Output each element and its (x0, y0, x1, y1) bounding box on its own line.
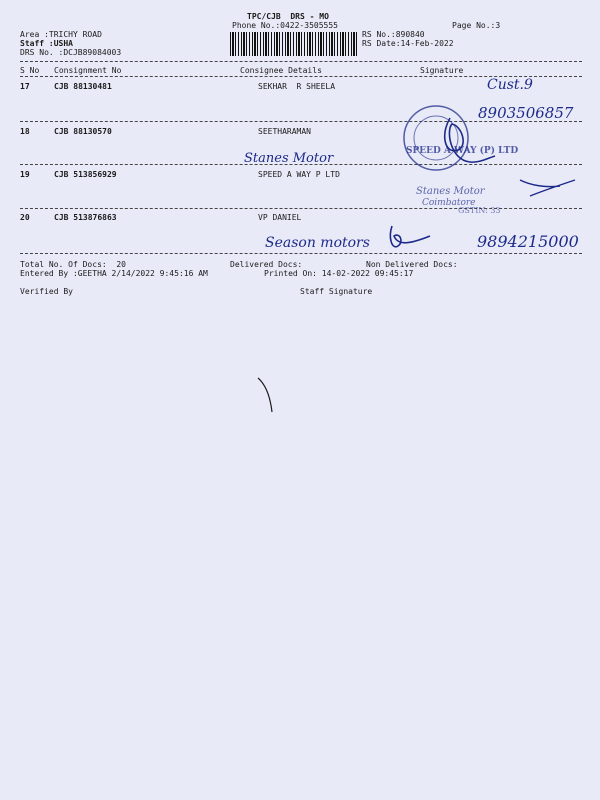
rs-number: RS No.:890840 (362, 30, 425, 39)
handwritten-note: Stanes Motor (244, 151, 334, 166)
column-header-consignment: Consignment No (54, 66, 122, 75)
drs-number: DRS No. :DCJB89084003 (20, 48, 122, 57)
row-consignee: SEETHARAMAN (258, 127, 311, 136)
row-sno: 17 (20, 82, 30, 91)
stamp-line: Stanes Motor (416, 186, 485, 197)
entered-by: Entered By :GEETHA 2/14/2022 9:45:16 AM (20, 269, 208, 278)
stamp-line: SPEED A WAY (P) LTD (406, 146, 519, 156)
total-docs: Total No. Of Docs: 20 (20, 260, 126, 269)
rs-date: RS Date:14-Feb-2022 (362, 39, 454, 48)
document-title: TPC/CJB DRS - MO (247, 12, 329, 21)
page-number: Page No.:3 (452, 21, 501, 30)
column-header-signature: Signature (420, 66, 464, 75)
row-sno: 18 (20, 127, 30, 136)
handwritten-phone: 9894215000 (477, 232, 579, 251)
stamp-line: Coimbatore (422, 198, 476, 208)
row-consignment: CJB 513876863 (54, 213, 117, 222)
row-sno: 19 (20, 170, 30, 179)
phone-number: Phone No.:0422-3505555 (232, 21, 338, 30)
column-header-consignee: Consignee Details (240, 66, 322, 75)
row-sno: 20 (20, 213, 30, 222)
delivered-docs: Delivered Docs: (230, 260, 303, 269)
row-consignee: SPEED A WAY P LTD (258, 170, 340, 179)
non-delivered-docs: Non Delivered Docs: (366, 260, 458, 269)
staff-field: Staff :USHA (20, 39, 73, 48)
staff-signature-label: Staff Signature (300, 287, 373, 296)
row-consignment: CJB 513856929 (54, 170, 117, 179)
verified-by-label: Verified By (20, 287, 73, 296)
row-consignee: SEKHAR R SHEELA (258, 82, 336, 91)
column-header-sno: S No (20, 66, 40, 75)
row-consignment: CJB 88130481 (54, 82, 112, 91)
printed-on: Printed On: 14-02-2022 09:45:17 (264, 269, 414, 278)
row-consignment: CJB 88130570 (54, 127, 112, 136)
handwritten-note: Cust.9 (487, 77, 533, 93)
row-consignee: VP DANIEL (258, 213, 302, 222)
handwritten-note: Season motors (265, 235, 370, 251)
stamp-line: GSTIN: 33 (458, 206, 501, 215)
area-field: Area :TRICHY ROAD (20, 30, 102, 39)
handwritten-phone: 8903506857 (478, 104, 574, 122)
